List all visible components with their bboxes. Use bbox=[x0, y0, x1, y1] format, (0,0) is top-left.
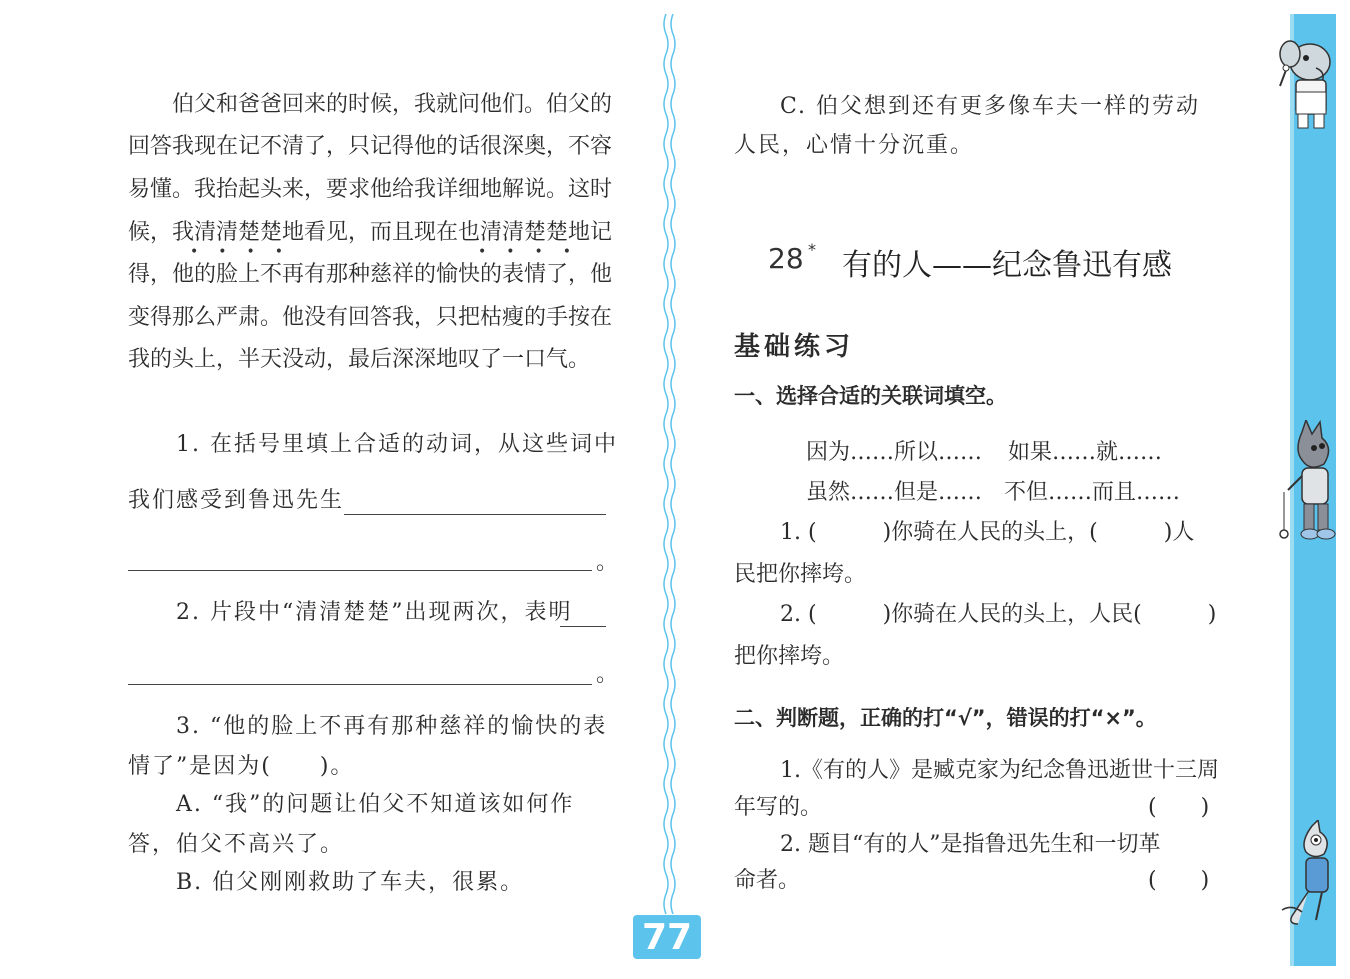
dog-cartoon-icon bbox=[1272, 820, 1342, 935]
conjunction-option: 如果……就…… bbox=[1008, 440, 1163, 465]
answer-blank[interactable] bbox=[128, 684, 592, 685]
answer-parentheses[interactable]: ( ) bbox=[1148, 868, 1210, 893]
option-a: 答，伯父不高兴了。 bbox=[128, 832, 345, 857]
option-c: C. 伯父想到还有更多像车夫一样的劳动 bbox=[780, 94, 1201, 119]
answer-parentheses[interactable]: ( ) bbox=[1148, 795, 1210, 820]
conjunction-option: 因为……所以…… bbox=[806, 440, 983, 465]
answer-blank[interactable] bbox=[344, 514, 606, 515]
section-title: 基础练习 bbox=[734, 332, 855, 362]
emphasis-dots: •••• bbox=[190, 244, 304, 260]
fill-question: 民把你摔垮。 bbox=[734, 562, 867, 587]
question-1-text: 1. 在括号里填上合适的动词，从这些词中 bbox=[176, 432, 618, 457]
option-b: B. 伯父刚刚救助了车夫，很累。 bbox=[176, 870, 525, 895]
page-number: 77 bbox=[633, 915, 701, 959]
judge-question: 命者。 bbox=[734, 868, 801, 893]
judge-question: 1.《有的人》是臧克家为纪念鲁迅逝世十三周 bbox=[780, 758, 1219, 783]
part-1-title: 一、选择合适的关联词填空。 bbox=[734, 384, 1007, 408]
fill-question: 把你摔垮。 bbox=[734, 644, 845, 669]
part-2-title: 二、判断题，正确的打“√”，错误的打“×”。 bbox=[734, 706, 1157, 730]
period-mark: 。 bbox=[596, 662, 619, 687]
fill-question: 2. ( )你骑在人民的头上，人民( ) bbox=[780, 602, 1217, 627]
option-c: 人民，心情十分沉重。 bbox=[734, 133, 975, 158]
passage-line: 我的头上，半天没动，最后深深地叹了一口气。 bbox=[128, 347, 591, 372]
lesson-star: * bbox=[808, 240, 816, 259]
question-3-text: 3. “他的脸上不再有那种慈祥的愉快的表 bbox=[176, 714, 608, 739]
elephant-cartoon-icon bbox=[1272, 36, 1342, 132]
lesson-title: 有的人——纪念鲁迅有感 bbox=[842, 248, 1172, 283]
passage-line: 易懂。我抬起头来，要求他给我详细地解说。这时 bbox=[128, 177, 613, 202]
wolf-cartoon-icon bbox=[1272, 420, 1342, 550]
period-mark: 。 bbox=[596, 550, 619, 575]
judge-question: 2. 题目“有的人”是指鲁迅先生和一切革 bbox=[780, 832, 1161, 857]
lesson-number: 28 bbox=[768, 242, 804, 275]
answer-blank[interactable] bbox=[560, 626, 606, 627]
passage-line: 回答我现在记不清了，只记得他的话很深奥，不容 bbox=[128, 134, 613, 159]
question-1-text: 我们感受到鲁迅先生 bbox=[128, 488, 345, 513]
question-2-text: 2. 片段中“清清楚楚”出现两次，表明 bbox=[176, 600, 573, 625]
question-3-text: 情了”是因为( )。 bbox=[128, 754, 355, 779]
conjunction-option: 虽然……但是…… bbox=[806, 480, 983, 505]
right-page bbox=[678, 0, 1290, 979]
passage-line: 伯父和爸爸回来的时候，我就问他们。伯父的 bbox=[172, 92, 613, 117]
passage-line: 得，他的脸上不再有那种慈祥的愉快的表情了，他 bbox=[128, 262, 613, 287]
page-divider bbox=[662, 14, 678, 914]
option-a: A. “我”的问题让伯父不知道该如何作 bbox=[176, 792, 575, 817]
answer-blank[interactable] bbox=[128, 570, 592, 571]
emphasis-dots: •••• bbox=[478, 244, 592, 260]
conjunction-option: 不但……而且…… bbox=[1004, 480, 1181, 505]
left-page bbox=[0, 0, 664, 979]
passage-line: 变得那么严肃。他没有回答我，只把枯瘦的手按在 bbox=[128, 305, 613, 330]
fill-question: 1. ( )你骑在人民的头上，( )人 bbox=[780, 520, 1195, 545]
judge-question: 年写的。 bbox=[734, 795, 823, 820]
passage-line: 候，我清清楚楚地看见，而且现在也清清楚楚地记 bbox=[128, 220, 613, 245]
